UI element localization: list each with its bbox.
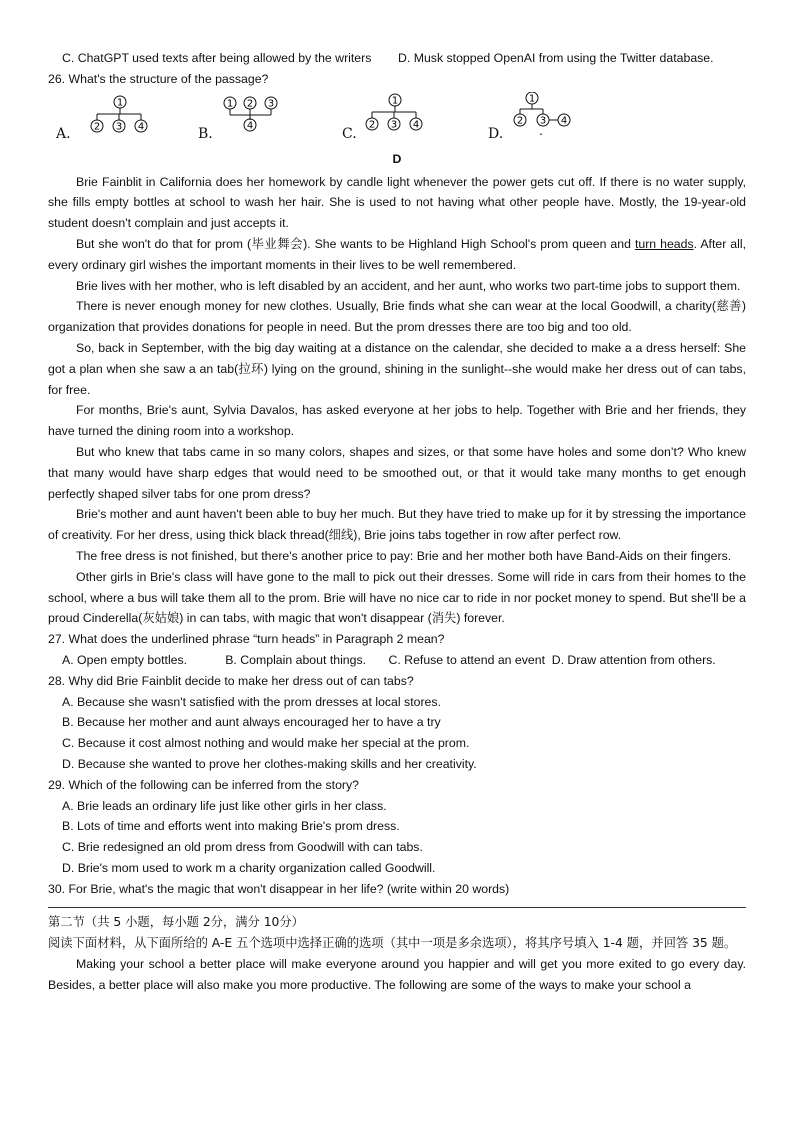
diagram-c-label: C.	[342, 125, 357, 142]
passage-paragraph	[48, 276, 746, 297]
answer-option: D. Brie's mom used to work m a charity organization called Goodwill.	[62, 860, 436, 875]
q26-stem: 26. What's the structure of the passage?	[48, 71, 269, 86]
answer-option: B. Because her mother and aunt always encouraged her to have a try	[62, 715, 441, 730]
exam-page	[48, 48, 746, 996]
passage-paragraph	[48, 400, 746, 442]
q26-structure-diagrams	[48, 92, 746, 154]
inline-options	[48, 650, 746, 671]
answer-option: A. Open empty bottles.	[62, 652, 188, 667]
svg-text:4: 4	[412, 119, 420, 131]
svg-text:1: 1	[226, 98, 234, 110]
paragraph-text: . After all, every ordinary girl wishes the important moments in their lives to be well remembered.	[48, 236, 746, 272]
answer-option: C. Because it cost almost nothing and would make her special at the prom.	[62, 736, 470, 751]
question-stem: 27. What does the underlined phrase “turn heads” in Paragraph 2 mean?	[48, 632, 445, 647]
diagram-c-tree	[342, 92, 442, 152]
svg-text:2: 2	[93, 121, 101, 133]
paragraph-text: Other girls in Brie's class will have gone to the mall to pick out their dresses. Some will ride in cars from their homes to the school, where a bus will take them all to the prom. Brie will have no nice car to ride in nor pocket money to spend. But she'll be a proud Cinderella(灰姑娘) in can tabs, with magic that won't disappear (消失) forever.	[48, 569, 746, 626]
passage-paragraph	[48, 296, 746, 338]
svg-text:2: 2	[246, 98, 254, 110]
question-stem: 29. Which of the following can be inferred from the story?	[48, 777, 359, 792]
svg-text:4: 4	[560, 115, 568, 127]
paragraph-text: Brie lives with her mother, who is left disabled by an accident, and her aunt, who works two part-time jobs to support them.	[76, 278, 741, 293]
diagram-d-tree	[488, 92, 588, 152]
section2-instruction: 阅读下面材料，从下面所给的 A-E 五个选项中选择正确的选项（其中一项是多余选项），将其序号填入 1-4 题，并回答 35 题。	[48, 936, 737, 951]
svg-text:3: 3	[115, 121, 123, 133]
section2-passage: Making your school a better place will make everyone around you happier and will get you more exited to go every day. Besides, a better place will also make you more productive. The following are some of the ways to make your school a	[48, 957, 746, 992]
diagram-a-label: A.	[56, 125, 71, 142]
svg-text:2: 2	[368, 119, 376, 131]
question-stem: 28. Why did Brie Fainblit decide to make her dress out of can tabs?	[48, 673, 414, 688]
diagram-c	[342, 92, 442, 152]
passage-paragraph	[48, 234, 746, 276]
underlined-phrase: turn heads	[634, 236, 694, 251]
passage-paragraph	[48, 546, 746, 567]
svg-text:1: 1	[528, 93, 536, 105]
paragraph-text: So, back in September, with the big day waiting at a distance on the calendar, she decided to make a a dress herself: She got a plan when she saw a an tab(拉环) lying on the ground, shining in the sunlight--she would make her dress out of can tabs, for free.	[48, 340, 746, 397]
diagram-b	[198, 92, 298, 152]
paragraph-text: Brie's mother and aunt haven't been able to buy her much. But they have tried to make up for it by stressing the importance of creativity. For her dress, using thick black thread(细线), Brie joins tabs together in row after perfect row.	[48, 507, 746, 543]
passage-paragraph	[48, 172, 746, 234]
answer-option: B. Lots of time and efforts went into making Brie's prom dress.	[62, 819, 400, 834]
q25-option-c: C. ChatGPT used texts after being allowed by the writers	[62, 51, 372, 65]
q25-option-d: D. Musk stopped OpenAI from using the Twitter database.	[398, 51, 714, 65]
diagram-a	[56, 92, 156, 152]
svg-text:1: 1	[116, 97, 124, 109]
diagram-b-label: B.	[198, 125, 213, 142]
svg-text:4: 4	[246, 120, 254, 132]
paragraph-text: For months, Brie's aunt, Sylvia Davalos, has asked everyone at her jobs to help. Together with Brie and her friends, they have turned the dining room into a workshop.	[48, 403, 746, 439]
section-divider	[48, 907, 746, 908]
svg-text:3: 3	[390, 119, 398, 131]
answer-option: D. Draw attention from others.	[551, 652, 716, 667]
svg-text:1: 1	[391, 95, 399, 107]
paragraph-text: But she won't do that for prom (毕业舞会). She wants to be Highland High School's prom queen and	[76, 236, 635, 251]
answer-option: B. Complain about things.	[225, 652, 367, 667]
paragraph-text: But who knew that tabs came in so many colors, shapes and sizes, or that some have holes and some don’t? Who knew that many would have sharp edges that would need to be smoothed out, or that it would take many months to get enough perfectly shaped silver tabs for one prom dress?	[48, 444, 746, 501]
answer-option: C. Brie redesigned an old prom dress from Goodwill with can tabs.	[62, 840, 423, 855]
svg-text:3: 3	[267, 98, 275, 110]
answer-option: A. Because she wasn't satisfied with the prom dresses at local stores.	[62, 694, 441, 709]
passage-d-letter: D	[392, 151, 402, 166]
passage-paragraph	[48, 567, 746, 629]
paragraph-text: Brie Fainblit in California does her homework by candle light whenever the power gets cut off. If there is no water supply, she fills empty bottles at school to wash her hair. She is used to not having what other people have. Mostly, the 19-year-old student doesn't complain and just accepts it.	[48, 174, 746, 231]
questions-27-30	[48, 629, 746, 899]
svg-text:2: 2	[516, 115, 524, 127]
passage-paragraph	[48, 442, 746, 504]
passage-paragraph	[48, 338, 746, 400]
diagram-a-tree	[56, 92, 156, 152]
svg-text:4: 4	[137, 121, 145, 133]
diagram-d	[488, 92, 588, 152]
section2-heading: 第二节（共 5 小题，每小题 2分，满分 10分）	[48, 915, 304, 930]
diagram-b-tree	[198, 92, 298, 152]
diagram-d-dot: .	[539, 121, 543, 138]
answer-option: C. Refuse to attend an event	[388, 652, 546, 667]
answer-option: D. Because she wanted to prove her clothes-making skills and her creativity.	[62, 756, 477, 771]
passage-d	[48, 172, 746, 630]
diagram-d-label: D.	[488, 125, 504, 142]
paragraph-text: There is never enough money for new clothes. Usually, Brie finds what she can wear at the local Goodwill, a charity(慈善) organization that provides donations for people in need. But the prom dresses there are too big and too old.	[48, 299, 746, 335]
question-stem: 30. For Brie, what's the magic that won't disappear in her life? (write within 20 words)	[48, 881, 510, 896]
svg-text:3: 3	[539, 115, 547, 127]
answer-option: A. Brie leads an ordinary life just like other girls in her class.	[62, 798, 387, 813]
passage-paragraph	[48, 504, 746, 546]
q25-options-cd	[48, 48, 746, 69]
paragraph-text: The free dress is not finished, but there's another price to pay: Brie and her mother both have Band-Aids on their fingers.	[76, 548, 732, 563]
